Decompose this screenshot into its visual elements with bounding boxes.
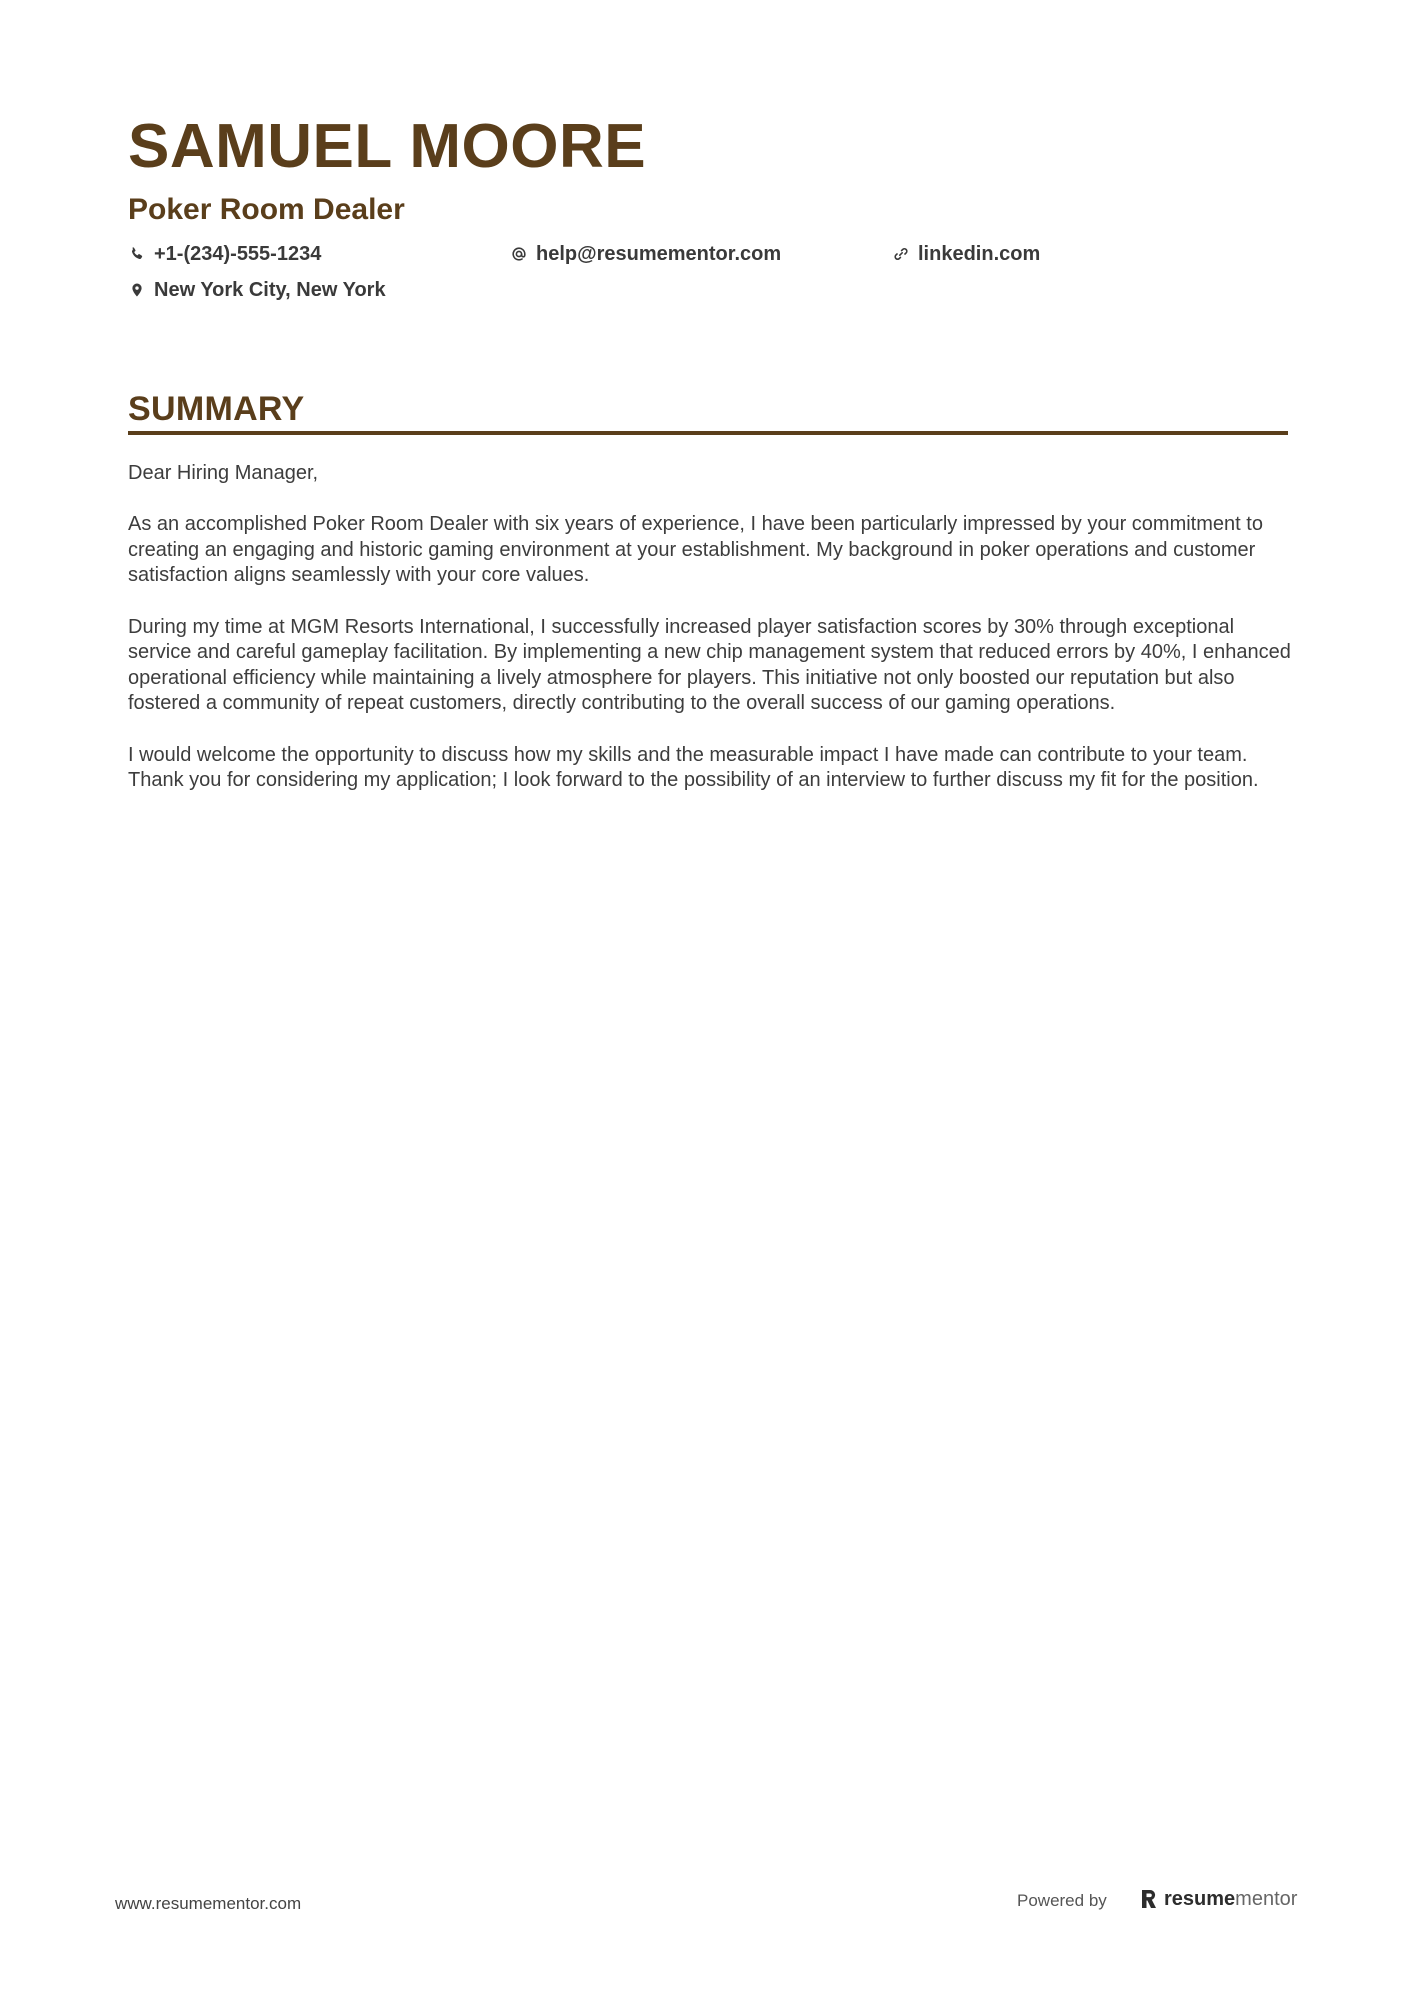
powered-by-label: Powered by [1017,1891,1107,1910]
linkedin-value: linkedin.com [918,243,1041,265]
section-divider [128,431,1288,435]
resumementor-logo-icon [1140,1888,1158,1910]
letter-body [128,461,1292,819]
brand-name-bold: resume [1164,1888,1236,1910]
link-icon [892,245,910,263]
phone-value: +1-(234)-555-1234 [154,243,322,265]
contact-phone [128,241,321,267]
job-title: Poker Room Dealer [128,193,405,226]
summary-heading: SUMMARY [128,390,305,428]
footer-url[interactable]: www.resumementor.com [115,1894,302,1913]
letter-paragraph: During my time at MGM Resorts International, I successfully increased player satisfaction scores by 30% through exceptional service and careful gameplay facilitation. By implementing a new chip management system that reduced errors by 40%, I enhanced operational efficiency while maintaining a lively atmosphere for players. This initiative not only boosted our reputation but also fostered a community of repeat customers, directly contributing to the overall success of our gaming operations. [128,615,1291,715]
letter-paragraph: Dear Hiring Manager, [128,462,319,484]
at-icon [510,245,528,263]
brand-name-light: mentor [1235,1888,1298,1910]
location-value: New York City, New York [154,279,386,301]
letter-paragraph: I would welcome the opportunity to discuss how my skills and the measurable impact I have made can contribute to your team. Thank you for considering my application; I look forward to the possibility of an interview to further discuss my fit for the position. [128,743,1259,792]
phone-icon [128,245,146,263]
location-pin-icon [128,281,146,299]
contact-linkedin[interactable] [892,241,1040,267]
contact-location [128,277,386,303]
letter-paragraph: As an accomplished Poker Room Dealer with six years of experience, I have been particularly impressed by your commitment to creating an engaging and historic gaming environment at your establishment. My background in poker operations and customer satisfaction aligns seamlessly with your core values. [128,513,1263,587]
brand-logo[interactable] [1140,1886,1297,1912]
contact-email[interactable] [510,241,781,267]
candidate-name: SAMUEL MOORE [128,112,647,181]
email-value: help@resumementor.com [536,243,782,265]
